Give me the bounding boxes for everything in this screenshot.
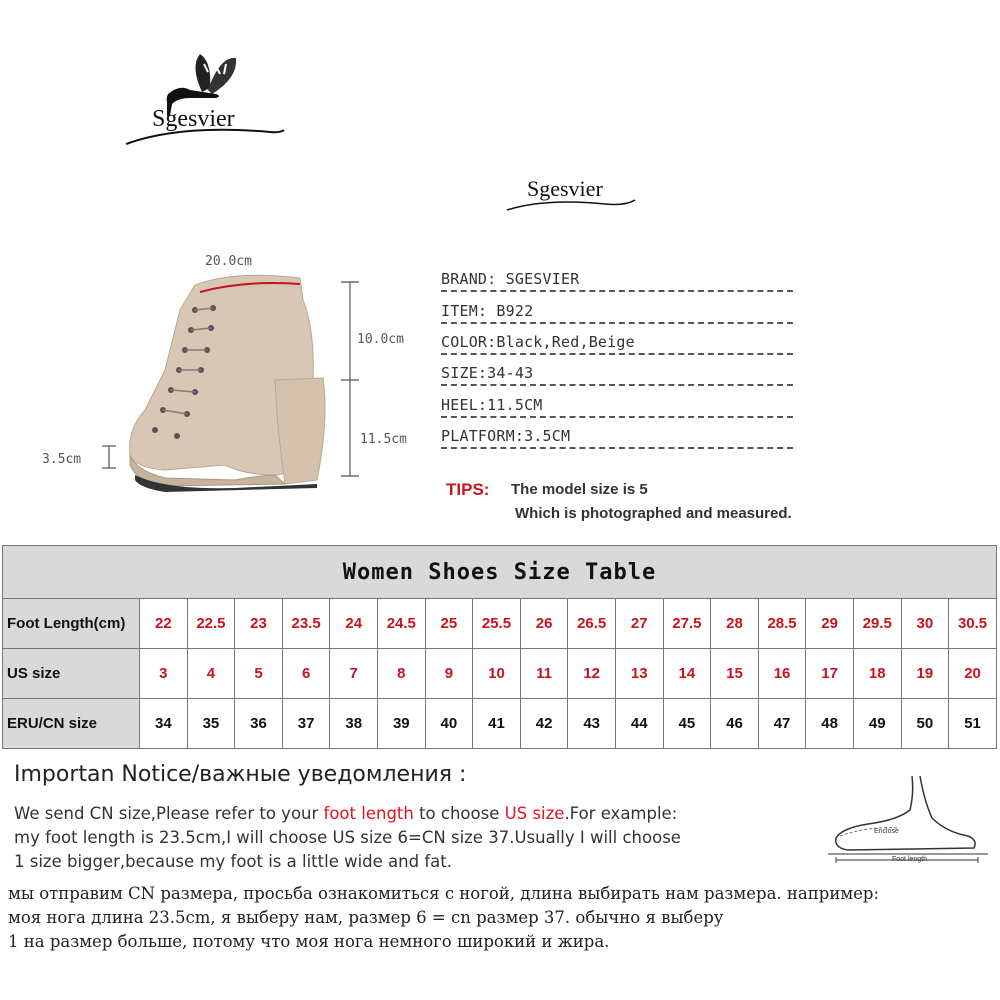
table-cell: 43 bbox=[568, 699, 616, 749]
spec-brand: BRAND: SGESVIER bbox=[441, 268, 793, 292]
table-row-eru-cn-size bbox=[3, 699, 997, 749]
notice-text: We send CN size,Please refer to your bbox=[14, 804, 324, 823]
table-cell: 30.5 bbox=[949, 599, 997, 649]
table-cell: 51 bbox=[949, 699, 997, 749]
brand-logo bbox=[120, 44, 290, 154]
table-cell: 12 bbox=[568, 649, 616, 699]
row-header: ERU/CN size bbox=[3, 699, 140, 749]
table-cell: 34 bbox=[140, 699, 188, 749]
row-header: Foot Length(cm) bbox=[3, 599, 140, 649]
table-cell: 15 bbox=[711, 649, 759, 699]
notice-highlight-us-size: US size bbox=[504, 804, 565, 823]
table-cell: 29 bbox=[806, 599, 854, 649]
table-cell: 23.5 bbox=[282, 599, 330, 649]
spec-platform: PLATFORM:3.5CM bbox=[441, 425, 793, 449]
table-cell: 44 bbox=[615, 699, 663, 749]
table-cell: 48 bbox=[806, 699, 854, 749]
table-cell: 25.5 bbox=[473, 599, 521, 649]
table-cell: 9 bbox=[425, 649, 473, 699]
length-dimension: 20.0cm bbox=[205, 254, 252, 269]
table-cell: 27.5 bbox=[663, 599, 711, 649]
row-header: US size bbox=[3, 649, 140, 699]
brand-logo-secondary bbox=[505, 170, 640, 220]
size-table bbox=[2, 545, 997, 748]
table-cell: 4 bbox=[187, 649, 235, 699]
brand-name-secondary: Sgesvier bbox=[527, 176, 603, 201]
notice-ru-line-3: 1 на размер больше, потому что моя нога немного широкий и жира. bbox=[8, 932, 610, 951]
table-cell: 14 bbox=[663, 649, 711, 699]
foot-icon bbox=[828, 770, 990, 870]
table-cell: 27 bbox=[615, 599, 663, 649]
spec-item: ITEM: B922 bbox=[441, 300, 793, 324]
table-cell: 11 bbox=[520, 649, 568, 699]
table-cell: 29.5 bbox=[853, 599, 901, 649]
butterfly-heel-icon bbox=[120, 44, 290, 154]
size-table-title: Women Shoes Size Table bbox=[3, 546, 997, 599]
table-cell: 37 bbox=[282, 699, 330, 749]
table-cell: 50 bbox=[901, 699, 949, 749]
table-cell: 22 bbox=[140, 599, 188, 649]
table-cell: 26.5 bbox=[568, 599, 616, 649]
table-cell: 24.5 bbox=[378, 599, 426, 649]
spec-heel: HEEL:11.5CM bbox=[441, 394, 793, 418]
table-cell: 28.5 bbox=[758, 599, 806, 649]
spec-size: SIZE:34-43 bbox=[441, 362, 793, 386]
brand-name: Sgesvier bbox=[152, 106, 235, 132]
foot-length-label: Foot length bbox=[892, 856, 928, 863]
notice-en-line-1 bbox=[14, 804, 677, 823]
table-cell: 26 bbox=[520, 599, 568, 649]
table-cell: 28 bbox=[711, 599, 759, 649]
table-cell: 18 bbox=[853, 649, 901, 699]
height-dimension-line bbox=[335, 280, 365, 480]
notice-highlight-foot-length: foot length bbox=[323, 804, 414, 823]
shaft-dimension: 10.0cm bbox=[357, 332, 404, 347]
notice-ru-line-2: моя нога длина 23.5cm, я выберу нам, размер 6 = cn размер 37. обычно я выберу bbox=[8, 908, 724, 927]
table-cell: 3 bbox=[140, 649, 188, 699]
notice-text: to choose bbox=[413, 804, 505, 823]
table-cell: 5 bbox=[235, 649, 283, 699]
table-cell: 25 bbox=[425, 599, 473, 649]
tips-line-2: Which is photographed and measured. bbox=[515, 505, 792, 522]
table-cell: 49 bbox=[853, 699, 901, 749]
table-cell: 47 bbox=[758, 699, 806, 749]
tips-line-1: The model size is 5 bbox=[511, 481, 648, 498]
table-cell: 22.5 bbox=[187, 599, 235, 649]
boot-image bbox=[125, 270, 335, 495]
table-cell: 35 bbox=[187, 699, 235, 749]
table-cell: 13 bbox=[615, 649, 663, 699]
table-cell: 40 bbox=[425, 699, 473, 749]
foot-diagram bbox=[828, 770, 990, 870]
notice-en-line-3: 1 size bigger,because my foot is a little wide and fat. bbox=[14, 852, 452, 871]
enclose-label: Enclose bbox=[874, 828, 899, 835]
table-row-foot-length bbox=[3, 599, 997, 649]
table-cell: 20 bbox=[949, 649, 997, 699]
table-cell: 42 bbox=[520, 699, 568, 749]
table-cell: 45 bbox=[663, 699, 711, 749]
table-cell: 36 bbox=[235, 699, 283, 749]
table-cell: 10 bbox=[473, 649, 521, 699]
table-cell: 7 bbox=[330, 649, 378, 699]
table-row-us-size bbox=[3, 649, 997, 699]
platform-dimension: 3.5cm bbox=[42, 452, 82, 467]
table-cell: 38 bbox=[330, 699, 378, 749]
heel-dimension: 11.5cm bbox=[360, 432, 407, 447]
spec-color: COLOR:Black,Red,Beige bbox=[441, 331, 793, 355]
notice-title: Importan Notice/важные уведомления : bbox=[14, 762, 467, 787]
platform-dimension-line bbox=[98, 444, 120, 470]
notice-en-line-2: my foot length is 23.5cm,I will choose US size 6=CN size 37.Usually I will choose bbox=[14, 828, 681, 847]
table-cell: 46 bbox=[711, 699, 759, 749]
table-cell: 39 bbox=[378, 699, 426, 749]
table-cell: 19 bbox=[901, 649, 949, 699]
table-cell: 16 bbox=[758, 649, 806, 699]
table-cell: 41 bbox=[473, 699, 521, 749]
notice-text: .For example: bbox=[564, 804, 678, 823]
table-cell: 6 bbox=[282, 649, 330, 699]
table-cell: 8 bbox=[378, 649, 426, 699]
table-cell: 24 bbox=[330, 599, 378, 649]
table-cell: 23 bbox=[235, 599, 283, 649]
table-cell: 17 bbox=[806, 649, 854, 699]
tips-label: TIPS: bbox=[446, 480, 490, 499]
notice-ru-line-1: мы отправим CN размера, просьба ознакомиться с ногой, длина выбирать нам размера. например: bbox=[8, 884, 880, 903]
table-cell: 30 bbox=[901, 599, 949, 649]
